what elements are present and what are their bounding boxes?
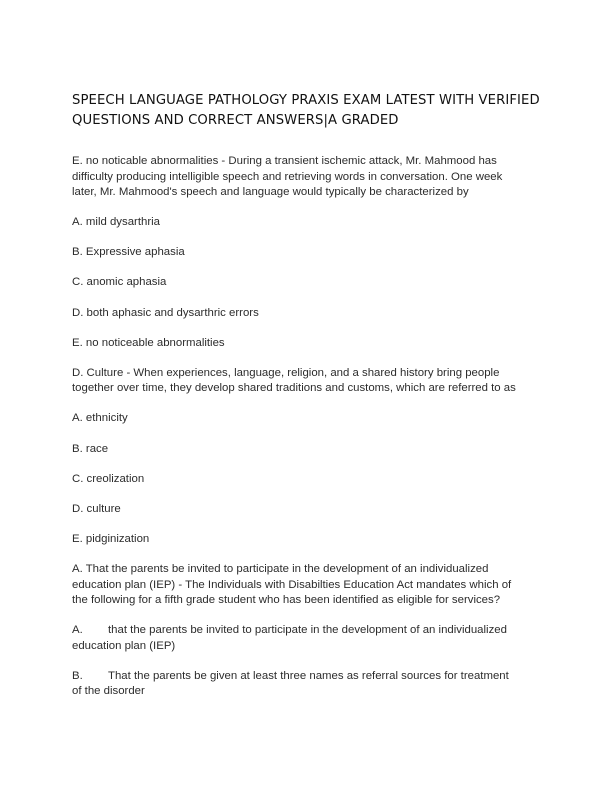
document-title: [72, 91, 542, 131]
title-line-1: SPEECH LANGUAGE PATHOLOGY PRAXIS EXAM LATEST WITH VERIFIED: [72, 93, 540, 108]
option-text-continued: education plan (IEP): [72, 639, 176, 652]
document-body: [72, 154, 542, 700]
text-line: later, Mr. Mahmood's speech and language would typically be characterized by: [72, 186, 469, 199]
question-2-stem: [72, 366, 542, 397]
q3-option-a: [72, 623, 542, 654]
option-text: that the parents be invited to participate in the development of an individualized: [108, 624, 507, 637]
q2-option-d: D. culture: [72, 502, 121, 515]
text-line: together over time, they develop shared traditions and customs, which are referred to as: [72, 382, 516, 395]
q3-option-b: [72, 669, 542, 700]
question-3-stem: [72, 562, 542, 609]
q2-option-e: E. pidginization: [72, 532, 150, 545]
q1-option-b: B. Expressive aphasia: [72, 246, 185, 259]
text-line: education plan (IEP) - The Individuals with Disabilties Education Act mandates which of: [72, 578, 512, 591]
text-line: D. Culture - When experiences, language, religion, and a shared history bring people: [72, 366, 500, 379]
option-text-continued: of the disorder: [72, 685, 145, 698]
q2-option-c: C. creolization: [72, 472, 145, 485]
text-line: the following for a fifth grade student who has been identified as eligible for services?: [72, 594, 501, 607]
q1-option-c: C. anomic aphasia: [72, 276, 167, 289]
q1-option-d: D. both aphasic and dysarthric errors: [72, 306, 259, 319]
title-line-2: QUESTIONS AND CORRECT ANSWERS|A GRADED: [72, 113, 399, 128]
q1-option-a: A. mild dysarthria: [72, 216, 160, 229]
text-line: A. That the parents be invited to participate in the development of an individualized: [72, 562, 489, 575]
option-label: B.: [72, 669, 83, 682]
q2-option-a: A. ethnicity: [72, 412, 128, 425]
q2-option-b: B. race: [72, 442, 109, 455]
option-label: A.: [72, 624, 83, 637]
question-1-stem: [72, 154, 542, 201]
text-line: E. no noticable abnormalities - During a transient ischemic attack, Mr. Mahmood has: [72, 155, 497, 167]
option-text: That the parents be given at least three names as referral sources for treatment: [108, 669, 509, 682]
q1-option-e: E. no noticeable abnormalities: [72, 336, 225, 349]
text-line: difficulty producing intelligible speech and retrieving words in conversation. One week: [72, 170, 503, 183]
